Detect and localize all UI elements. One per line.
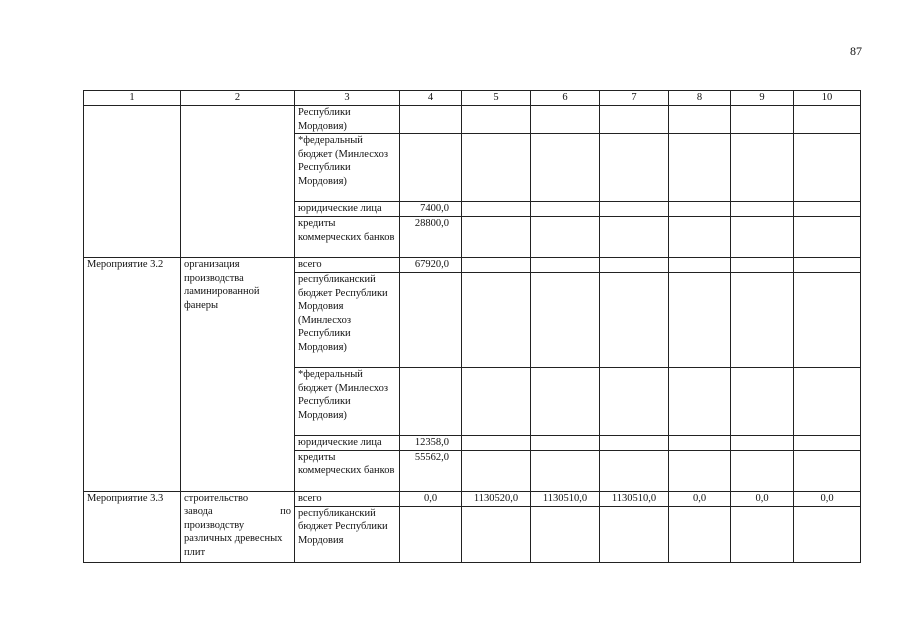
value-cell: [462, 202, 531, 217]
value-cell: [600, 450, 669, 491]
value-cell: [794, 134, 861, 202]
col-header: 6: [531, 91, 600, 106]
value-cell: [531, 273, 600, 368]
value-cell: [400, 273, 462, 368]
value-cell: [462, 134, 531, 202]
value-cell: 28800,0: [400, 217, 462, 258]
value-cell: [462, 436, 531, 451]
value-cell: [669, 134, 731, 202]
col-header: 3: [295, 91, 400, 106]
value-cell: [794, 202, 861, 217]
value-cell: [462, 217, 531, 258]
value-cell: [600, 368, 669, 436]
value-cell: [600, 258, 669, 273]
value-cell: [731, 217, 794, 258]
value-cell: [731, 134, 794, 202]
value-cell: [531, 506, 600, 562]
col-header: 7: [600, 91, 669, 106]
col-header: 8: [669, 91, 731, 106]
value-cell: 0,0: [669, 491, 731, 506]
event-name-word: завода: [184, 506, 213, 517]
value-cell: [669, 436, 731, 451]
value-cell: [731, 436, 794, 451]
source-cell: кредиты коммерческих банков: [295, 450, 400, 491]
source-cell: *федеральный бюджет (Минлесхоз Республики Мордовия): [295, 134, 400, 202]
col-header: 5: [462, 91, 531, 106]
event-name-word: по: [280, 506, 291, 517]
source-cell: юридические лица: [295, 436, 400, 451]
page-number: 87: [850, 44, 862, 58]
event-name-rest: производству различных древесных плит: [184, 519, 283, 558]
value-cell: 55562,0: [400, 450, 462, 491]
value-cell: [462, 106, 531, 134]
value-cell: [794, 106, 861, 134]
value-cell: 1130510,0: [600, 491, 669, 506]
col-header: 1: [84, 91, 181, 106]
value-cell: [794, 258, 861, 273]
table-row: [84, 106, 861, 134]
value-cell: [462, 258, 531, 273]
source-cell: республиканский бюджет Республики Мордовия (Минлесхоз Республики Мордовия): [295, 273, 400, 368]
source-cell: республиканский бюджет Республики Мордовия: [295, 506, 400, 562]
value-cell: [400, 506, 462, 562]
value-cell: [400, 134, 462, 202]
value-cell: [794, 273, 861, 368]
value-cell: [600, 106, 669, 134]
value-cell: [600, 202, 669, 217]
source-cell: юридические лица: [295, 202, 400, 217]
value-cell: 0,0: [794, 491, 861, 506]
event-cell: [84, 106, 181, 258]
value-cell: [531, 436, 600, 451]
value-cell: [731, 450, 794, 491]
event-name-cell: [181, 106, 295, 258]
col-header: 2: [181, 91, 295, 106]
value-cell: 0,0: [400, 491, 462, 506]
value-cell: 1130510,0: [531, 491, 600, 506]
value-cell: [600, 134, 669, 202]
value-cell: 1130520,0: [462, 491, 531, 506]
value-cell: [669, 106, 731, 134]
col-header: 9: [731, 91, 794, 106]
value-cell: [531, 217, 600, 258]
event-name-cell: [181, 491, 295, 562]
budget-table: [83, 90, 861, 563]
value-cell: [794, 450, 861, 491]
value-cell: [731, 506, 794, 562]
value-cell: [600, 273, 669, 368]
value-cell: 12358,0: [400, 436, 462, 451]
value-cell: [669, 450, 731, 491]
event-name-line: [184, 505, 291, 519]
value-cell: [531, 202, 600, 217]
value-cell: [669, 202, 731, 217]
source-cell: кредиты коммерческих банков: [295, 217, 400, 258]
col-header: 10: [794, 91, 861, 106]
value-cell: [400, 368, 462, 436]
value-cell: 67920,0: [400, 258, 462, 273]
value-cell: [531, 258, 600, 273]
source-cell: всего: [295, 491, 400, 506]
value-cell: [462, 450, 531, 491]
col-header: 4: [400, 91, 462, 106]
value-cell: [669, 217, 731, 258]
value-cell: [600, 436, 669, 451]
value-cell: [531, 134, 600, 202]
header-row: [84, 91, 861, 106]
event-cell: Мероприятие 3.2: [84, 258, 181, 492]
value-cell: 0,0: [731, 491, 794, 506]
value-cell: [462, 506, 531, 562]
source-cell: Республики Мордовия): [295, 106, 400, 134]
value-cell: [531, 450, 600, 491]
value-cell: [794, 436, 861, 451]
value-cell: [669, 506, 731, 562]
value-cell: [794, 368, 861, 436]
value-cell: [794, 506, 861, 562]
event-name-cell: организация производства ламинированной фанеры: [181, 258, 295, 492]
value-cell: [669, 273, 731, 368]
value-cell: [731, 106, 794, 134]
value-cell: [731, 258, 794, 273]
value-cell: [731, 273, 794, 368]
value-cell: [669, 258, 731, 273]
value-cell: [531, 368, 600, 436]
value-cell: [400, 106, 462, 134]
value-cell: [669, 368, 731, 436]
source-cell: всего: [295, 258, 400, 273]
value-cell: 7400,0: [400, 202, 462, 217]
table-row: [84, 491, 861, 506]
value-cell: [731, 202, 794, 217]
event-name-line: строительство: [184, 492, 249, 504]
table-row: [84, 258, 861, 273]
value-cell: [600, 506, 669, 562]
value-cell: [462, 273, 531, 368]
value-cell: [531, 106, 600, 134]
value-cell: [462, 368, 531, 436]
value-cell: [731, 368, 794, 436]
event-cell: Мероприятие 3.3: [84, 491, 181, 562]
value-cell: [794, 217, 861, 258]
value-cell: [600, 217, 669, 258]
source-cell: *федеральный бюджет (Минлесхоз Республики Мордовия): [295, 368, 400, 436]
